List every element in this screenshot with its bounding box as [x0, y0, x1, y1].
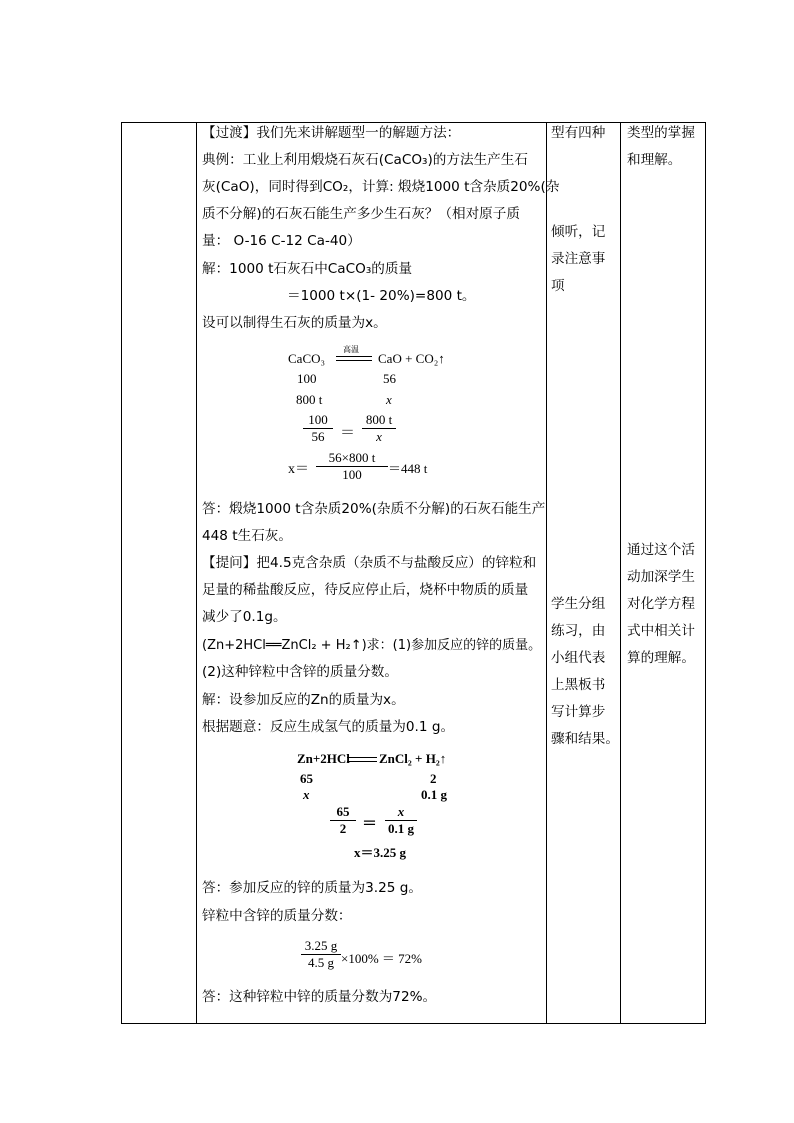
molar-mass: 100 [297, 371, 317, 386]
fraction [303, 412, 333, 445]
denominator: 2 [339, 821, 347, 836]
molar-mass: 56 [383, 371, 396, 386]
numerator: 56×800 t [328, 450, 376, 465]
example-line: 灰(CaO)，同时得到CO₂，计算: 煅烧1000 t含杂质20%(杂 [202, 179, 560, 195]
fraction [301, 938, 341, 971]
student-activity-text: 写计算步 [551, 704, 606, 720]
solution-line: 设可以制得生石灰的质量为x。 [202, 315, 387, 331]
design-intent-text: 通过这个活 [627, 542, 695, 558]
products: ZnCl₂ + H₂↑ [379, 751, 447, 766]
given-mass: 0.1 g [421, 787, 447, 802]
denominator: 0.1 g [388, 821, 414, 836]
column-divider [620, 123, 621, 1023]
denominator: 56 [311, 429, 325, 444]
unknown-mass: x [303, 787, 310, 802]
solution-line: ＝1000 t×(1- 20%)=800 t。 [287, 288, 476, 304]
percentage-result: ×100% ＝ 72% [341, 951, 422, 966]
student-activity-text: 倾听，记 [551, 224, 606, 240]
column-divider [546, 123, 547, 1023]
student-activity-text: 骤和结果。 [551, 731, 619, 747]
fraction [362, 412, 396, 445]
solution-line: 解：设参加反应的Zn的质量为x。 [202, 692, 405, 708]
question-line: (2)这种锌粒中含锌的质量分数。 [202, 664, 398, 680]
molar-mass: 2 [430, 771, 437, 786]
unknown-mass: x [386, 392, 392, 407]
fraction [385, 804, 417, 837]
fraction [316, 450, 388, 483]
student-activity-text: 学生分组 [551, 596, 606, 612]
example-line: 典例：工业上利用煅烧石灰石(CaCO₃)的方法生产生石 [202, 152, 528, 168]
reaction-arrow [347, 757, 377, 762]
equals-sign: ＝ [340, 425, 356, 441]
student-activity-text: 录注意事 [551, 251, 606, 267]
design-intent-text: 类型的掌握 [627, 125, 695, 141]
numerator: 3.25 g [304, 938, 338, 953]
reaction-condition: 高温 [343, 345, 359, 354]
equals-sign: ＝ [362, 816, 378, 832]
unknown-lhs: x＝ [288, 462, 309, 477]
reactant: CaCO₃ [288, 351, 326, 366]
products: CaO + CO₂↑ [378, 351, 445, 366]
design-intent-text: 式中相关计 [627, 623, 695, 639]
question-line: (Zn+2HCl══ZnCl₂ + H₂↑)求：(1)参加反应的锌的质量。 [202, 638, 542, 653]
student-activity-text: 小组代表 [551, 650, 606, 666]
molar-mass: 65 [300, 771, 313, 786]
design-intent-text: 动加深学生 [627, 569, 695, 585]
example-line: 质不分解)的石灰石能生产多少生石灰？（相对原子质 [202, 206, 520, 222]
numerator: 100 [308, 412, 328, 427]
denominator: x [376, 429, 382, 444]
reaction-arrow [336, 356, 372, 361]
label-line: 锌粒中含锌的质量分数： [202, 908, 352, 924]
denominator: 4.5 g [308, 955, 334, 970]
design-intent-text: 对化学方程 [627, 596, 695, 612]
given-mass: 800 t [296, 392, 323, 407]
student-activity-text: 上黑板书 [551, 677, 606, 693]
numerator: 800 t [365, 412, 393, 427]
result: ＝448 t [388, 461, 428, 476]
student-activity-text: 练习，由 [551, 623, 606, 639]
student-activity-text: 型有四种 [551, 125, 606, 141]
numerator: x [397, 804, 405, 819]
result: x＝3.25 g [354, 845, 407, 860]
answer-line: 答：煅烧1000 t含杂质20%(杂质不分解)的石灰石能生产 [202, 501, 546, 517]
student-activity-text: 项 [551, 278, 565, 294]
question-line: 足量的稀盐酸反应，待反应停止后，烧杯中物质的质量 [202, 582, 529, 598]
example-line: 量： O-16 C-12 Ca-40） [202, 233, 361, 249]
numerator: 65 [336, 804, 350, 819]
solution-line: 解：1000 t石灰石中CaCO₃的质量 [202, 261, 413, 277]
column-divider [196, 123, 197, 1023]
question-line: 减少了0.1g。 [202, 609, 287, 625]
denominator: 100 [342, 467, 362, 482]
reactants: Zn+2HCl [297, 751, 350, 766]
answer-line: 答：参加反应的锌的质量为3.25 g。 [202, 880, 422, 896]
answer-line: 答：这种锌粒中锌的质量分数为72%。 [202, 989, 437, 1005]
design-intent-text: 算的理解。 [627, 650, 695, 666]
solution-line: 根据题意：反应生成氢气的质量为0.1 g。 [202, 719, 455, 735]
question-line: 【提问】把4.5克含杂质（杂质不与盐酸反应）的锌粒和 [202, 555, 537, 571]
transition-line: 【过渡】我们先来讲解题型一的解题方法： [202, 125, 461, 141]
design-intent-text: 和理解。 [627, 152, 682, 168]
fraction [330, 804, 356, 837]
answer-line: 448 t生石灰。 [202, 528, 292, 544]
